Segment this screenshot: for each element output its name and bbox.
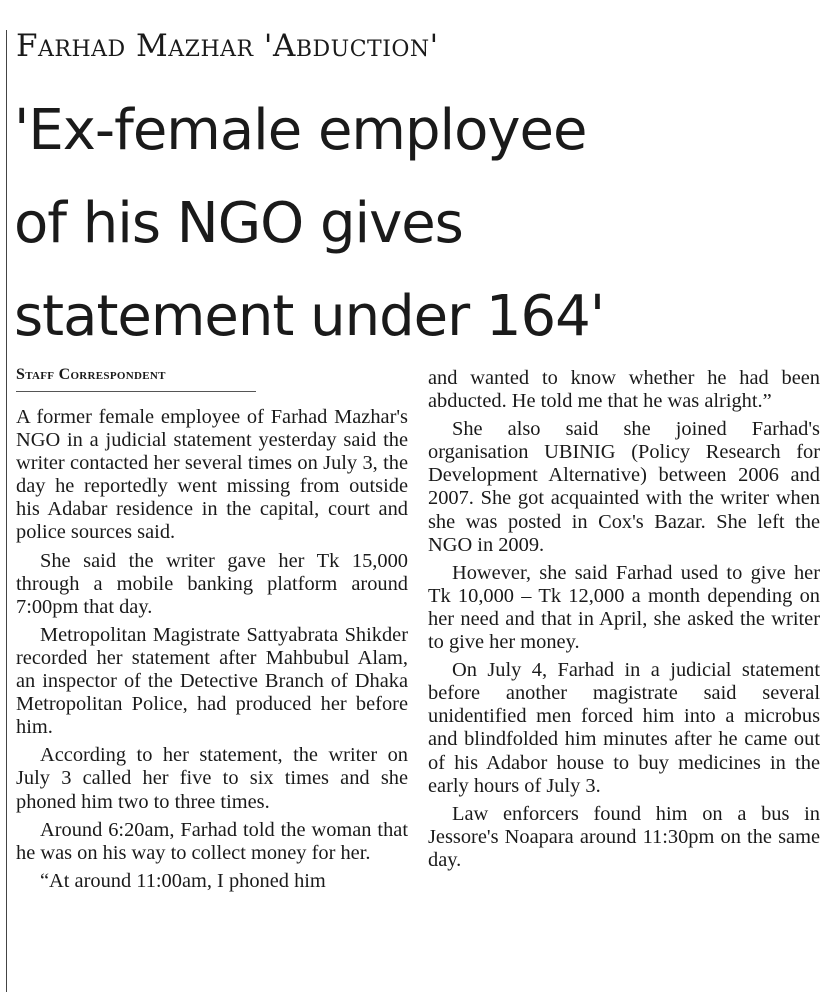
paragraph: Around 6:20am, Farhad told the woman that he was on his way to collect money for her. xyxy=(16,818,408,864)
paragraph: Law enforcers found him on a bus in Jessore's Noapara around 11:30pm on the same day. xyxy=(428,802,820,871)
headline xyxy=(14,84,604,363)
column-rule xyxy=(6,30,7,992)
byline: Staff Correspondent xyxy=(16,365,256,392)
paragraph: Metropolitan Magistrate Sattyabrata Shikder recorded her statement after Mahbubul Alam, an inspector of the Detective Branch of Dhaka Metropolitan Police, had produced her before him. xyxy=(16,623,408,739)
paragraph: A former female employee of Farhad Mazhar's NGO in a judicial statement yesterday said the writer contacted her several times on July 3, the day he reportedly went missing from outside his Adabar residence in the capital, court and police sources said. xyxy=(16,406,408,544)
headline-line: statement under 164' xyxy=(14,284,605,349)
paragraph: She said the writer gave her Tk 15,000 through a mobile banking platform around 7:00pm that day. xyxy=(16,549,408,618)
paragraph: “At around 11:00am, I phoned him xyxy=(40,869,326,892)
paragraph: However, she said Farhad used to give her Tk 10,000 – Tk 12,000 a month depending on her need and that in April, she asked the writer to give her money. xyxy=(428,561,820,654)
headline-line: of his NGO gives xyxy=(14,191,463,256)
article-column-right xyxy=(428,367,820,877)
kicker: Farhad Mazhar 'Abduction' xyxy=(16,28,439,64)
paragraph: According to her statement, the writer on July 3 called her five to six times and she phoned him two to three times. xyxy=(16,744,408,813)
headline-line: 'Ex-female employee xyxy=(14,98,587,163)
paragraph: and wanted to know whether he had been abducted. He told me that he was alright.” xyxy=(428,367,820,413)
paragraph: She also said she joined Farhad's organisation UBINIG (Policy Research for Development Alternative) between 2006 and 2007. She got acquainted with the writer when she was posted in Cox's Bazar. She left the NGO in 2009. xyxy=(428,418,820,556)
paragraph: On July 4, Farhad in a judicial statement before another magistrate said several unidentified men forced him into a microbus and blindfolded him minutes after he came out of his Adabor house to buy medicines in the early hours of July 3. xyxy=(428,659,820,797)
article-column-left xyxy=(16,365,408,898)
